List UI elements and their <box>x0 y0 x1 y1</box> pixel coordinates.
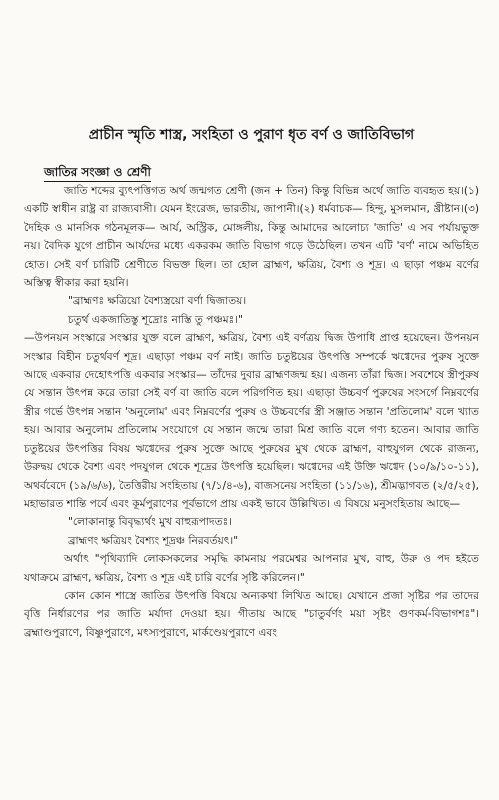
verse-line-2: চতুর্থ একজাতিস্তু শূদ্রোঃ নাস্তি তু পঞ্চমঃ।" <box>68 313 243 326</box>
chapter-title: প্রাচীন স্মৃতি শাস্ত্র, সংহিতা ও পুরাণ ধৃত বর্ণ ও জাতিবিভাগ <box>88 127 415 143</box>
paragraph-other-texts: কোন কোন শাস্ত্রে জাতির উৎপত্তি বিষয়ে অন্যকথা লিখিত আছে। যেখানে প্রজা সৃষ্টির পর তাদের বৃত্তি নির্ধারণের পর জাতি মর্যাদা দেওয়া হয়। গীতায় আছে "চাতুর্বর্ণং ময়া সৃষ্টং গুণকর্ম-বিভাগশঃ"। ব্রহ্মাণ্ডপুরাণে, বিষ্ণুপুরাণে, মৎস্যপুরাণে, মার্কণ্ডেয়পুরাণে এবং <box>24 589 479 639</box>
verse-line-4: ব্রাহ্মণং ক্ষত্রিয়ং বৈশ্যং শূদ্রঞ্চ নিরবর্তয়ৎ।" <box>68 534 239 547</box>
verse-line-3: "লোকানান্তু বিবৃদ্ধ্যর্থং মুখ বাহুরূপাদতঃ। <box>68 516 233 529</box>
paragraph-origin: —উপনয়ন সংস্কারে সংস্কার যুক্ত বলে ব্রাহ্মণ, ক্ষত্রিয়, বৈশ্য এই বর্ণত্রয় দ্বিজ উপাধি প্রাপ্ত হয়েছেন। উপনয়ন সংস্কার বিহীন চতুর্থবর্ণ শূদ্র। এছাড়া পঞ্চম বর্ণ নাই। জাতি চতুষ্টয়ের উৎপত্তি সম্পর্কে ঋগ্বেদের পুরুষ সুক্তে আছে একবার দেহোৎপত্তি একবার সংস্কার— তাঁদের দুবার ব্রাহ্মণজন্ম হয়। এজন্য তাঁরা দ্বিজ। সবশেষে স্ত্রীপুরুষ যে সন্তান উৎপন্ন করে তারা সেই বর্ণ বা জাতি বলে পরিগণিত হয়। এছাড়া উচ্চবর্ণ পুরুষের সংসর্গে নিম্নবর্ণের স্ত্রীর গর্ভে উৎপন্ন সন্তান 'অনুলোম' এবং নিম্নবর্ণের পুরুষ ও উচ্চবর্ণের স্ত্রী সঞ্জাত সন্তান 'প্রতিলোম' বলে খ্যাত হয়। আবার অনুলোম প্রতিলোম সংযোগে যে সন্তান জন্মে তারা মিশ্র জাতি বলে গণ্য হতেন। আবার জাতি চতুষ্টয়ের উৎপত্তির বিষয় ঋগ্বেদের পুরুষ সুক্তে আছে পুরুষের মুখ থেকে ব্রাহ্মণ, বাহুযুগল থেকে রাজন্য, উরুদ্বয় থেকে বৈশ্য এবং পদযুগল থেকে শূদ্রের উৎপত্তি হয়েছিল। ঋগ্বেদের এই উক্তি ঋগ্বেদ (১০/৯/১০-১১), অথর্ববেদে (১৯/৬/৬), তৈত্তিরীয় সংহিতায় (৭/১/৪-৬), বাজসনেয় সংহিতা (১১/১৬), শ্রীমদ্ভাগবত (২/৫/২৫), মহাভারত শান্তি পর্বে এবং কূর্মপুরাণের পূর্বভাগে প্রায় একই ভাবে উল্লিখিত। এ বিষয়ে মনুসংহিতায় আছে— <box>24 332 479 510</box>
body-text <box>24 182 479 642</box>
section-heading: জাতির সংজ্ঞা ও শ্রেণী <box>44 164 151 182</box>
paragraph-translation: অর্থাৎ "পৃথিব্যাদি লোকসকলের সমৃদ্ধি কামনায় পরমেশ্বর আপনার মুখ, বাহু, উরু ও পদ হইতে যথাক্রমে ব্রাহ্মণ, ক্ষত্রিয়, বৈশ্য ও শূদ্র এই চারি বর্ণের সৃষ্টি করিলেন।" <box>24 553 479 584</box>
paragraph-intro: জাতি শব্দের ব্যুৎপত্তিগত অর্থ জন্মগত শ্রেণী (জন + তিন) কিন্তু বিভিন্ন অর্থে জাতি ব্যবহৃত হয়।(১) একটি স্বাধীন রাষ্ট্র বা রাজ্যবাসী। যেমন ইংরেজ, ভারতীয়, জাপানী।(২) ধর্মবাচক— হিন্দু, মুসলমান, খ্রীষ্টান।(৩) দৈহিক ও মানসিক গঠনমূলক— আর্য, অস্ট্রিক, মোঙ্গলীয়, কিন্তু আমাদের আলোচ্য 'জাতি' এ সব পর্যায়ভুক্ত নয়। বৈদিক যুগে প্রাচীন আর্যদের মধ্যে একরকম জাতি বিভাগ গড়ে উঠেছিল। তখন এটি 'বর্ণ' নামে অভিহিত হোত। সেই বর্ণ চারিটি শ্রেণীতে বিভক্ত ছিল। তা হোল ব্রাহ্মণ, ক্ষত্রিয়, বৈশ্য ও শূদ্র। এ ছাড়া পঞ্চম বর্ণের অস্তিত্ব স্বীকার করা হয়নি। <box>24 185 479 290</box>
verse-line-1: "ব্রাহ্মণঃ ক্ষত্রিয়ো বৈশ্যস্ত্রয়ো বর্ণা দ্বিজাতয়। <box>68 295 247 308</box>
